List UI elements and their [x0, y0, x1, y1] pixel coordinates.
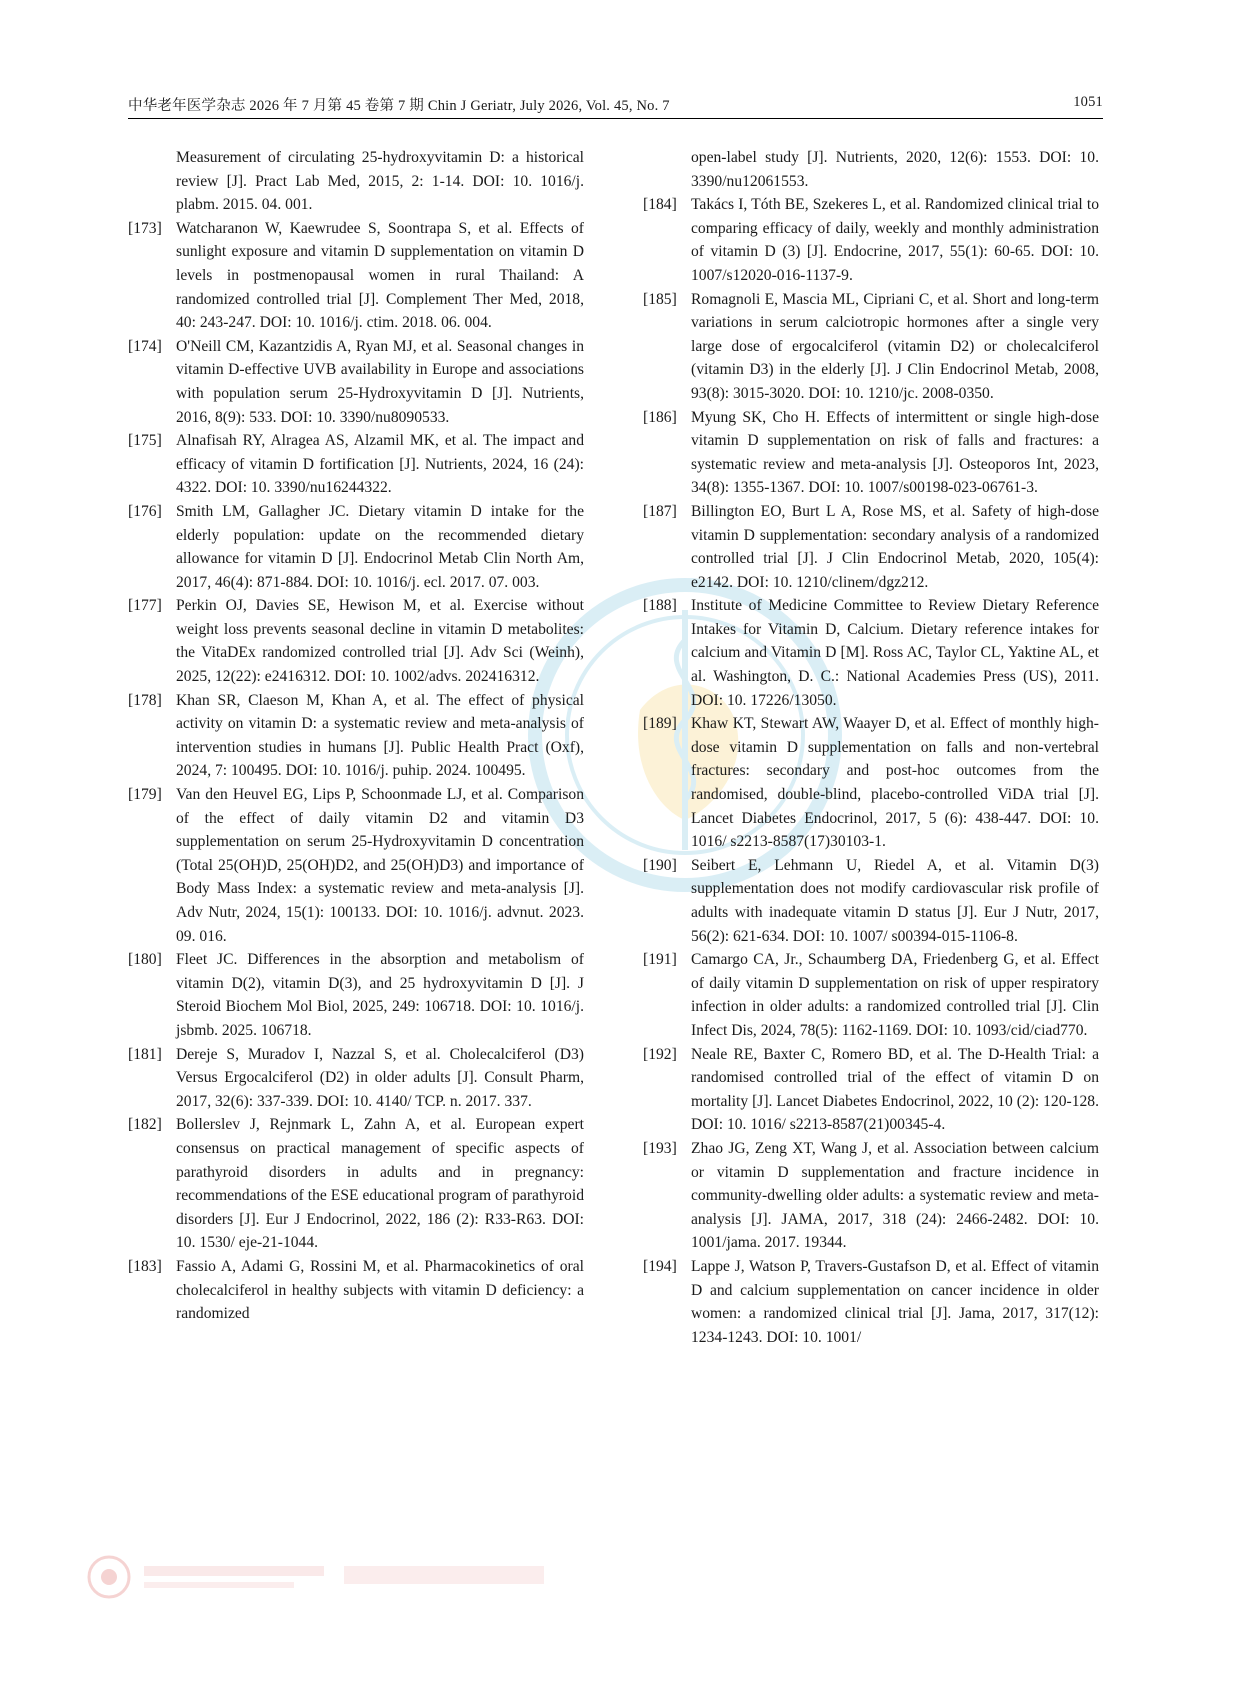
reference-number: [193]: [643, 1139, 677, 1157]
reference-text: Perkin OJ, Davies SE, Hewison M, et al. Exercise without weight loss prevents seasonal decline in vitamin D metabolites: the VitaDEx randomized controlled trial [J]. Adv Sci (Weinh), 2025, 12(22): e2416312. DOI: 10. 1002/advs. 202416312.: [176, 597, 584, 686]
reference-number: [194]: [643, 1257, 677, 1275]
reference-number: [190]: [643, 856, 677, 874]
reference-number: [181]: [128, 1045, 162, 1063]
reference-item: [128, 783, 584, 948]
reference-item: [643, 406, 1099, 500]
reference-text: Romagnoli E, Mascia ML, Cipriani C, et al. Short and long-term variations in serum calciotropic hormones after a single very large dose of ergocalciferol (vitamin D2) or cholecalciferol (vitamin D3) in the elderly [J]. J Clin Endocrinol Metab, 2008, 93(8): 3015-3020. DOI: 10. 1210/jc. 2008-0350.: [691, 290, 1099, 402]
reference-number: [176]: [128, 502, 162, 520]
reference-item: [128, 429, 584, 500]
running-header: [128, 94, 1103, 115]
reference-text: Khaw KT, Stewart AW, Waayer D, et al. Effect of monthly high-dose vitamin D supplementation on falls and non-vertebral fractures: secondary and post-hoc outcomes from the randomised, double-blind, placebo-controlled ViDA trial [J]. Lancet Diabetes Endocrinol, 2017, 5 (6): 438-447. DOI: 10. 1016/ s2213-8587(17)30103-1.: [691, 715, 1099, 851]
reference-item: [643, 146, 1099, 193]
reference-item: [128, 335, 584, 429]
reference-item: [643, 854, 1099, 948]
journal-citation: 中华老年医学杂志 2026 年 7 月第 45 卷第 7 期 Chin J Geriatr, July 2026, Vol. 45, No. 7: [128, 98, 670, 114]
reference-number: [179]: [128, 786, 162, 804]
reference-item: [128, 1255, 584, 1326]
header-rule: [128, 118, 1103, 119]
reference-text: Neale RE, Baxter C, Romero BD, et al. The D-Health Trial: a randomised controlled trial of the effect of vitamin D on mortality [J]. Lancet Diabetes Endocrinol, 2022, 10 (2): 120-128. DOI: 10. 1016/ s2213-8587(21)00345-4.: [691, 1045, 1099, 1134]
reference-item: [128, 689, 584, 783]
reference-text: Zhao JG, Zeng XT, Wang J, et al. Association between calcium or vitamin D supplementation and fracture incidence in community-dwelling older adults: a systematic review and meta-analysis [J]. JAMA, 2017, 318 (24): 2466-2482. DOI: 10. 1001/jama. 2017. 19344.: [691, 1139, 1099, 1252]
reference-number: [184]: [643, 196, 677, 214]
reference-number: [189]: [643, 715, 677, 733]
reference-number: [187]: [643, 502, 677, 520]
reference-text: Myung SK, Cho H. Effects of intermittent or single high-dose vitamin D supplementation on risk of falls and fractures: a systematic review and meta-analysis [J]. Osteoporos Int, 2023, 34(8): 1355-1367. DOI: 10. 1007/s00198-023-06761-3.: [691, 408, 1099, 497]
reference-number: [185]: [643, 290, 677, 308]
reference-item: [128, 146, 584, 217]
reference-item: [643, 193, 1099, 287]
reference-number: [183]: [128, 1257, 162, 1275]
reference-text: Dereje S, Muradov I, Nazzal S, et al. Cholecalciferol (D3) Versus Ergocalciferol (D2) in older adults [J]. Consult Pharm, 2017, 32(6): 337-339. DOI: 10. 4140/ TCP. n. 2017. 337.: [176, 1045, 584, 1110]
reference-number: [173]: [128, 219, 162, 237]
reference-item: [643, 594, 1099, 712]
reference-item: [643, 288, 1099, 406]
reference-text: Khan SR, Claeson M, Khan A, et al. The effect of physical activity on vitamin D: a systematic review and meta-analysis of intervention studies in humans [J]. Public Health Pract (Oxf), 2024, 7: 100495. DOI: 10. 1016/j. puhip. 2024. 100495.: [176, 691, 584, 780]
reference-text: Alnafisah RY, Alragea AS, Alzamil MK, et al. The impact and efficacy of vitamin D fortification [J]. Nutrients, 2024, 16 (24): 4322. DOI: 10. 3390/nu16244322.: [176, 432, 584, 497]
reference-text: Watcharanon W, Kaewrudee S, Soontrapa S, et al. Effects of sunlight exposure and vitamin D supplementation on vitamin D levels in postmenopausal women in rural Thailand: A randomized controlled trial [J]. Complement Ther Med, 2018, 40: 243-247. DOI: 10. 1016/j. ctim. 2018. 06. 004.: [176, 219, 584, 332]
reference-item: [128, 594, 584, 688]
reference-item: [643, 1255, 1099, 1349]
reference-item: [128, 1113, 584, 1255]
reference-number: [182]: [128, 1116, 162, 1134]
reference-text: Camargo CA, Jr., Schaumberg DA, Friedenberg G, et al. Effect of daily vitamin D supplementation on risk of upper respiratory infection in older adults: a randomized controlled trial [J]. Clin Infect Dis, 2024, 78(5): 1162-1169. DOI: 10. 1093/cid/ciad770.: [691, 951, 1099, 1039]
reference-number: [192]: [643, 1045, 677, 1063]
reference-text: Fleet JC. Differences in the absorption and metabolism of vitamin D(2), vitamin D(3), and 25 hydroxyvitamin D [J]. J Steroid Biochem Mol Biol, 2025, 249: 106718. DOI: 10. 1016/j. jsbmb. 2025. 106718.: [176, 951, 584, 1039]
reference-number: [174]: [128, 337, 162, 355]
reference-number: [175]: [128, 432, 162, 450]
reference-item: [128, 1043, 584, 1114]
reference-text: O'Neill CM, Kazantzidis A, Ryan MJ, et al. Seasonal changes in vitamin D-effective UVB availability in Europe and associations with population serum 25-Hydroxyvitamin D [J]. Nutrients, 2016, 8(9): 533. DOI: 10. 3390/nu8090533.: [176, 337, 584, 426]
reference-text: Takács I, Tóth BE, Szekeres L, et al. Randomized clinical trial to comparing efficacy of daily, weekly and monthly administration of vitamin D (3) [J]. Endocrine, 2017, 55(1): 60-65. DOI: 10. 1007/s12020-016-1137-9.: [691, 196, 1099, 284]
reference-item: [128, 948, 584, 1042]
reference-number: [177]: [128, 597, 162, 615]
reference-text: Lappe J, Watson P, Travers-Gustafson D, et al. Effect of vitamin D and calcium supplementation on cancer incidence in older women: a randomized clinical trial [J]. Jama, 2017, 317(12): 1234-1243. DOI: 10. 1001/: [691, 1257, 1099, 1346]
reference-text: Bollerslev J, Rejnmark L, Zahn A, et al. European expert consensus on practical management of specific aspects of parathyroid disorders in adults and in pregnancy: recommendations of the ESE educational program of parathyroid disorders [J]. Eur J Endocrinol, 2022, 186 (2): R33-R63. DOI: 10. 1530/ eje-21-1044.: [176, 1116, 584, 1252]
reference-item: [128, 217, 584, 335]
reference-number: [180]: [128, 951, 162, 969]
reference-item: [128, 500, 584, 594]
left-column: [128, 146, 584, 1326]
publisher-logo-watermark: [84, 1552, 604, 1602]
reference-number: [178]: [128, 691, 162, 709]
reference-text: open-label study [J]. Nutrients, 2020, 12(6): 1553. DOI: 10. 3390/nu12061553.: [691, 149, 1099, 190]
reference-item: [643, 1137, 1099, 1255]
page-number: 1051: [1073, 94, 1103, 110]
right-column: [643, 146, 1099, 1349]
reference-text: Smith LM, Gallagher JC. Dietary vitamin D intake for the elderly population: update on the recommended dietary allowance for vitamin D [J]. Endocrinol Metab Clin North Am, 2017, 46(4): 871-884. DOI: 10. 1016/j. ecl. 2017. 07. 003.: [176, 502, 584, 591]
reference-text: Fassio A, Adami G, Rossini M, et al. Pharmacokinetics of oral cholecalciferol in healthy subjects with vitamin D deficiency: a randomized: [176, 1257, 584, 1323]
reference-text: Measurement of circulating 25-hydroxyvitamin D: a historical review [J]. Pract Lab Med, 2015, 2: 1-14. DOI: 10. 1016/j. plabm. 2015. 04. 001.: [176, 149, 584, 214]
reference-item: [643, 500, 1099, 594]
reference-text: Institute of Medicine Committee to Review Dietary Reference Intakes for Vitamin D, Calcium. Dietary reference intakes for calcium and Vitamin D [M]. Ross AC, Taylor CL, Yaktine AL, et al. Washington, D. C.: National Academies Press (US), 2011. DOI: 10. 17226/13050.: [691, 597, 1099, 709]
reference-number: [191]: [643, 951, 677, 969]
reference-number: [188]: [643, 597, 677, 615]
reference-text: Billington EO, Burt L A, Rose MS, et al. Safety of high-dose vitamin D supplementation: secondary analysis of a randomized controlled trial [J]. J Clin Endocrinol Metab, 2020, 105(4): e2142. DOI: 10. 1210/clinem/dgz212.: [691, 502, 1099, 591]
reference-item: [643, 712, 1099, 854]
reference-item: [643, 948, 1099, 1042]
reference-text: Seibert E, Lehmann U, Riedel A, et al. Vitamin D(3) supplementation does not modify cardiovascular risk profile of adults with inadequate vitamin D status [J]. Eur J Nutr, 2017, 56(2): 621-634. DOI: 10. 1007/ s00394-015-1106-8.: [691, 856, 1099, 945]
reference-number: [186]: [643, 408, 677, 426]
reference-item: [643, 1043, 1099, 1137]
reference-text: Van den Heuvel EG, Lips P, Schoonmade LJ, et al. Comparison of the effect of daily vitamin D2 and vitamin D3 supplementation on serum 25-Hydroxyvitamin D concentration (Total 25(OH)D, 25(OH)D2, and 25(OH)D3) and importance of Body Mass Index: a systematic review and meta-analysis [J]. Adv Nutr, 2024, 15(1): 100133. DOI: 10. 1016/j. advnut. 2023. 09. 016.: [176, 786, 584, 945]
